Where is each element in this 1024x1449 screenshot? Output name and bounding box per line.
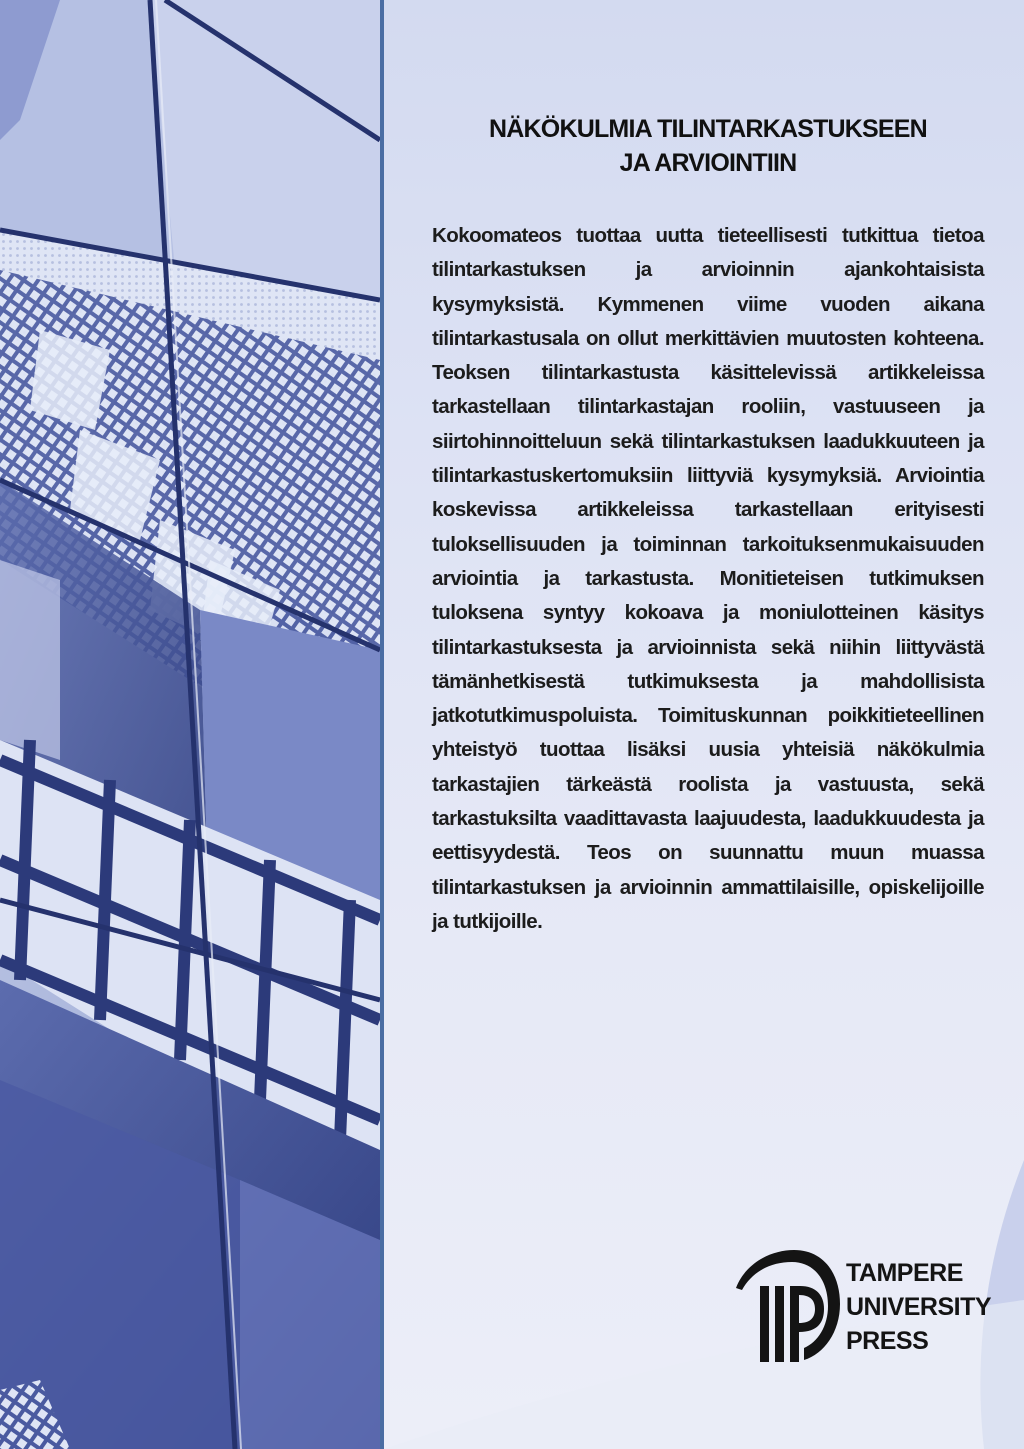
book-description: Kokoomateos tuottaa uutta tieteellisesti tutkittua tietoa tilintarkastuksen ja arvioinnin ajankohtaisista kysymyksistä. Kymmenen viime vuoden aikana tilintarkastusala on ollut merkittävien muutosten kohteena. Teoksen tilintarkastusta käsittelevissä artikkeleissa tarkastellaan tilintarkastajan rooliin, vastuuseen ja siirtohinnoitteluun sekä tilintarkastuksen laadukkuuteen ja tilintarkastuskertomuksiin liittyviä kysymyksiä. Arviointia koskevissa artikkeleissa tarkastellaan erityisesti tuloksellisuuden ja toiminnan tarkoituksenmukaisuuden arviointia ja tarkastusta. Monitieteisen tutkimuksen tuloksena syntyy kokoava ja moniulotteinen käsitys tilintarkastuksesta ja arvioinnista sekä niihin liittyvästä tämänhetkisestä tutkimuksesta ja mahdollisista jatkotutkimuspoluista. Toimituskunnan poikkitieteellinen yhteistyö tuottaa lisäksi uusia yhteisiä näkökulmia tarkastajien tärkeästä roolista ja vastuusta, sekä tarkastuksilta vaadittavasta laajuudesta, laadukkuudesta ja eettisyydestä. Teos on suunnattu muun muassa tilintarkastuksen ja arvioinnin ammattilaisille, opiskelijoille ja tutkijoille. [432, 224, 984, 933]
back-cover-panel [384, 0, 1024, 1449]
publisher-line-3: PRESS [846, 1327, 929, 1355]
publisher-name [846, 1256, 991, 1358]
tup-monogram-icon [732, 1248, 842, 1366]
cover-photo [0, 0, 380, 1449]
publisher-logo [732, 1248, 992, 1368]
building-facade-illustration [0, 0, 380, 1449]
title-line-2: JA ARVIOINTIIN [619, 149, 797, 177]
publisher-line-2: UNIVERSITY [846, 1293, 992, 1321]
book-title [434, 112, 982, 180]
title-line-1: NÄKÖKULMIA TILINTARKASTUKSEEN [489, 115, 927, 143]
publisher-line-1: TAMPERE [846, 1259, 963, 1287]
